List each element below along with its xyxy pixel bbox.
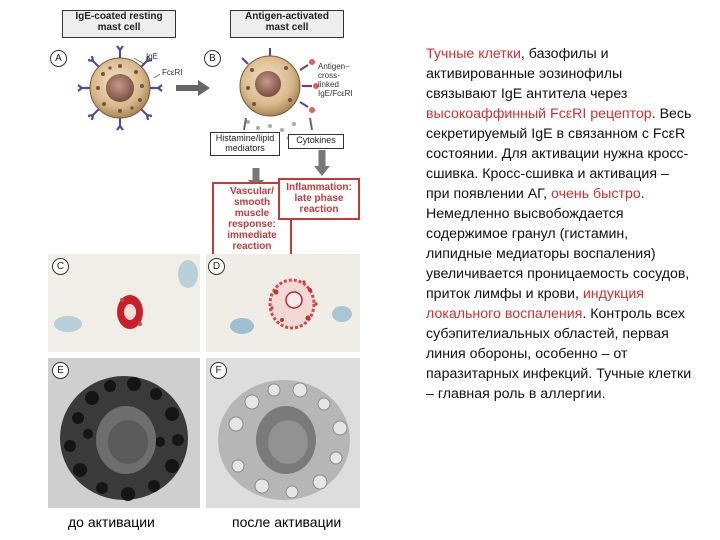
caption-after: после активации	[232, 514, 342, 530]
histamine-box-line2: mediators	[225, 143, 265, 153]
antigen-label-line1: Antigen–	[318, 62, 350, 71]
histamine-box-line1: Histamine/lipid	[215, 133, 275, 143]
desc-mast-cells: Тучные клетки	[426, 46, 521, 62]
micrograph-c-image	[48, 254, 200, 352]
inflammation-line3: reaction	[299, 204, 339, 215]
inflammation-line2: late phase	[294, 193, 344, 204]
vascular-line6: reaction	[232, 241, 272, 252]
micrograph-e	[48, 358, 200, 508]
panel-e-letter: E	[52, 362, 69, 379]
vascular-line2: smooth	[233, 197, 271, 208]
vascular-line5: immediate	[227, 230, 277, 241]
desc-part8: . Контроль всех субэпителиальных областей, первая линия обороны, особенно – от паразитарных инфекций. Тучные клетки – главная роль в аллергии.	[426, 306, 692, 402]
panel-a-title-line1: IgE-coated resting	[75, 11, 163, 22]
panel-d-letter: D	[208, 258, 225, 275]
micrograph-f	[206, 358, 360, 508]
panel-c-letter: C	[52, 258, 69, 275]
micrograph-c	[48, 254, 200, 352]
description-text	[426, 44, 696, 404]
micrograph-d-image	[206, 254, 360, 352]
panel-b-letter: B	[204, 50, 221, 67]
micrograph-d	[206, 254, 360, 352]
antigen-label-line2: cross-linked	[318, 71, 340, 89]
desc-part4: . Весь секретируемый IgE в связанном с FcεR состоянии. Для активации нужна кросс-сшивка. Кросс-сшивка и активация – при появлении АГ,	[426, 106, 692, 202]
histamine-box	[210, 132, 280, 156]
panel-a-letter: A	[50, 50, 67, 67]
desc-receptor: высокоаффинный FcεRI рецептор	[426, 106, 652, 122]
ige-label: IgE	[146, 52, 159, 61]
panel-a-title-line2: mast cell	[97, 22, 141, 33]
vascular-line1: Vascular/	[230, 186, 274, 197]
antigen-label-line3: IgE/FcεRI	[318, 89, 353, 98]
panel-b-title-line2: mast cell	[265, 22, 309, 33]
desc-part2: , базофилы и активированные эозинофилы связывают IgE антитела через	[426, 46, 628, 102]
antigen-label	[318, 62, 360, 98]
arrow-to-histamine	[244, 118, 246, 130]
micrograph-f-image	[206, 358, 360, 508]
inflammation-box	[278, 178, 360, 220]
activated-mast-cell	[240, 48, 319, 142]
desc-very-fast: очень быстро	[551, 186, 641, 202]
mast-cell-figure	[48, 8, 360, 508]
arrow-to-cytokines	[310, 118, 312, 130]
desc-part6: . Немедленно высвобождается содержимое гранул (гистамин, липидные медиаторы воспаления) увеличивается проницаемость сосудов, приток лимфы и крови,	[426, 186, 690, 302]
vascular-line4: response:	[228, 219, 276, 230]
caption-before: до активации	[68, 514, 155, 530]
activation-arrow-head	[198, 80, 210, 96]
desc-inflammation-induction: индукция локального воспаления	[426, 286, 644, 322]
fceri-label: FcεRI	[162, 68, 183, 77]
micrograph-e-image	[48, 358, 200, 508]
cytokines-box: Cytokines	[288, 134, 344, 149]
panel-b-title-line1: Antigen-activated	[245, 11, 329, 22]
panel-f-letter: F	[210, 362, 227, 379]
vascular-line3: muscle	[234, 208, 270, 219]
inflammation-line1: Inflammation:	[286, 182, 352, 193]
